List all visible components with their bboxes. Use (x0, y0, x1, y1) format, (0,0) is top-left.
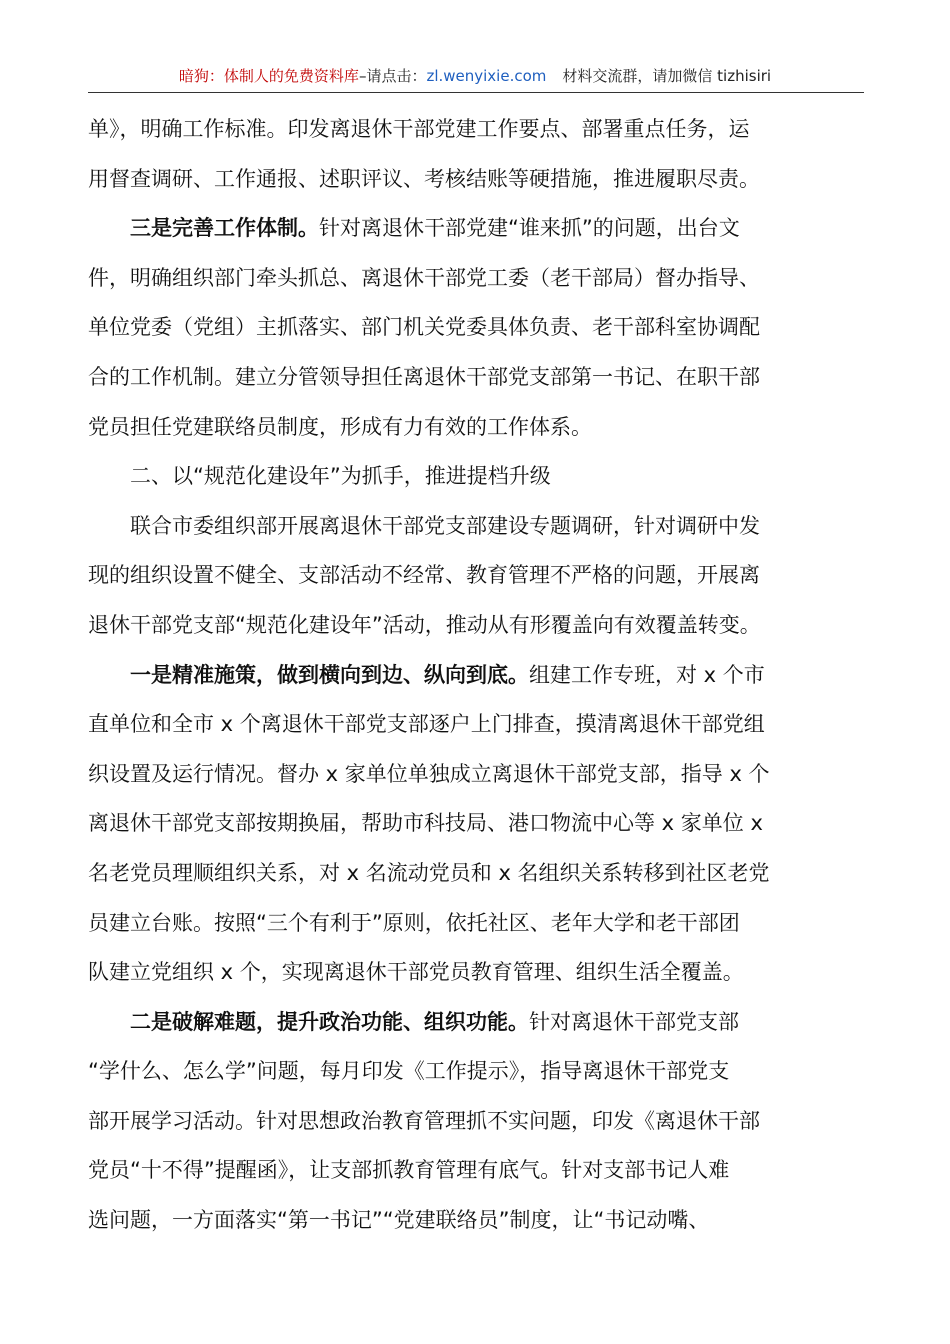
paragraph-lead: 一是精准施策，做到横向到边、纵向到底。 (130, 662, 529, 687)
header-divider (88, 92, 864, 93)
header-link[interactable]: zl.wenyixie.com (426, 67, 547, 85)
header-click-prompt: –请点击： (358, 67, 427, 85)
body-line: 退休干部党支部“规范化建设年”活动，推动从有形覆盖向有效覆盖转变。 (88, 612, 761, 637)
paragraph-lead: 二是破解难题，提升政治功能、组织功能。 (130, 1009, 529, 1034)
body-line: 合的工作机制。建立分管领导担任离退休干部党支部第一书记、在职干部 (88, 364, 760, 389)
body-line: 名老党员理顺组织关系，对 x 名流动党员和 x 名组织关系转移到社区老党 (88, 860, 770, 885)
header-group-note: 材料交流群，请加微信 tizhisiri (562, 67, 772, 85)
body-line: 单位党委（党组）主抓落实、部门机关党委具体负责、老干部科室协调配 (88, 315, 760, 340)
body-line: 部开展学习活动。针对思想政治教育管理抓不实问题，印发《离退休干部 (88, 1108, 760, 1133)
body-line: 选问题，一方面落实“第一书记”“党建联络员”制度，让“书记动嘴、 (88, 1208, 710, 1233)
body-line: 员建立台账。按照“三个有利于”原则，依托社区、老年大学和老干部团 (88, 910, 740, 935)
body-line: 直单位和全市 x 个离退休干部党支部逐户上门排查，摸清离退休干部党组 (88, 712, 765, 737)
body-line: 党员担任党建联络员制度，形成有力有效的工作体系。 (88, 414, 592, 439)
body-line: 三是完善工作体制。针对离退休干部党建“谁来抓”的问题，出台文 (130, 216, 740, 241)
body-line: 离退休干部党支部按期换届，帮助市科技局、港口物流中心等 x 家单位 x (88, 811, 763, 836)
body-line: 二是破解难题，提升政治功能、组织功能。针对离退休干部党支部 (130, 1009, 739, 1034)
section-heading: 二、以“规范化建设年”为抓手，推进提档升级 (130, 464, 551, 489)
page-header (90, 66, 860, 86)
body-line: 织设置及运行情况。督办 x 家单位单独成立离退休干部党支部，指导 x 个 (88, 761, 770, 786)
paragraph-lead: 三是完善工作体制。 (130, 216, 319, 241)
body-line: “学什么、怎么学”问题，每月印发《工作提示》，指导离退休干部党支 (88, 1059, 730, 1084)
body-line: 队建立党组织 x 个，实现离退休干部党员教育管理、组织生活全覆盖。 (88, 960, 744, 985)
header-brand: 暗狗：体制人的免费资料库 (178, 67, 359, 85)
body-line: 一是精准施策，做到横向到边、纵向到底。组建工作专班，对 x 个市 (130, 662, 765, 687)
document-body (88, 105, 878, 1246)
body-line: 联合市委组织部开展离退休干部党支部建设专题调研，针对调研中发 (130, 513, 760, 538)
body-line: 单》，明确工作标准。印发离退休干部党建工作要点、部署重点任务，运 (88, 117, 750, 141)
body-line: 党员“十不得”提醒函》，让支部抓教育管理有底气。针对支部书记人难 (88, 1158, 730, 1183)
body-line: 用督查调研、工作通报、述职评议、考核结账等硬措施，推进履职尽责。 (88, 166, 760, 191)
body-line: 件，明确组织部门牵头抓总、离退休干部党工委（老干部局）督办指导、 (88, 265, 760, 290)
body-line: 现的组织设置不健全、支部活动不经常、教育管理不严格的问题，开展离 (88, 563, 760, 588)
